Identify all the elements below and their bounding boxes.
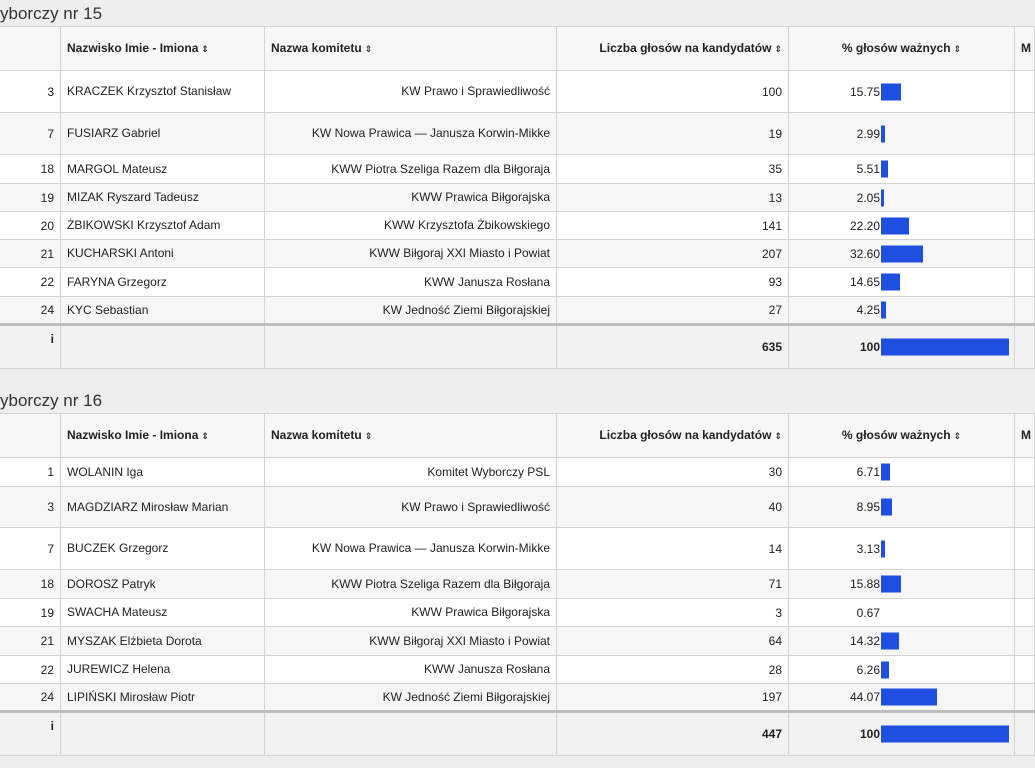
- extra-cell: [1015, 712, 1035, 756]
- committee-name: KWW Piotra Szeliga Razem dla Biłgoraja: [265, 570, 557, 599]
- total-votes: 447: [557, 712, 789, 756]
- total-row: [0, 712, 1035, 756]
- committee-name: KWW Krzysztofa Żbikowskiego: [265, 212, 557, 240]
- candidate-row: [0, 71, 1035, 113]
- extra-cell: [1015, 240, 1035, 268]
- list-number: 18: [0, 155, 61, 184]
- percent-value: 5.51: [856, 162, 880, 176]
- extra-cell: [1015, 297, 1035, 325]
- vote-count: 197: [557, 684, 789, 712]
- vote-count: 207: [557, 240, 789, 268]
- percent-cell: [789, 458, 1015, 487]
- header-percent-label: % głosów ważnych: [841, 40, 951, 55]
- candidate-row: [0, 113, 1035, 155]
- total-row: [0, 325, 1035, 369]
- percent-cell: [789, 184, 1015, 212]
- list-number: 7: [0, 528, 61, 570]
- list-number: 24: [0, 297, 61, 325]
- percent-bar: [881, 189, 884, 206]
- candidate-row: [0, 268, 1035, 297]
- candidate-name: MIZAK Ryszard Tadeusz: [61, 184, 265, 212]
- percent-bar: [881, 464, 890, 481]
- percent-cell: [789, 627, 1015, 656]
- header-committee-label: Nazwa komitetu: [271, 40, 362, 55]
- committee-name: KW Nowa Prawica — Janusza Korwin-Mikke: [265, 113, 557, 155]
- candidate-row: [0, 212, 1035, 240]
- percent-bar: [881, 302, 886, 319]
- vote-count: 100: [557, 71, 789, 113]
- percent-cell: [789, 71, 1015, 113]
- vote-count: 40: [557, 487, 789, 528]
- sort-icon[interactable]: ⇕: [774, 430, 782, 441]
- header-candidate-name[interactable]: [61, 414, 265, 458]
- extra-cell: [1015, 71, 1035, 113]
- candidate-name: KRACZEK Krzysztof Stanisław: [61, 71, 265, 113]
- vote-count: 71: [557, 570, 789, 599]
- percent-value: 3.13: [856, 541, 880, 556]
- total-percent-bar: [881, 339, 1009, 356]
- candidate-row: [0, 627, 1035, 656]
- extra-cell: [1015, 627, 1035, 656]
- list-number: 3: [0, 71, 61, 113]
- candidate-name: FUSIARZ Gabriel: [61, 113, 265, 155]
- candidate-row: [0, 155, 1035, 184]
- header-votes[interactable]: [557, 414, 789, 458]
- header-extra-label: M: [1021, 428, 1031, 442]
- percent-bar: [881, 245, 923, 262]
- list-number: 22: [0, 656, 61, 684]
- percent-value: 22.20: [849, 218, 880, 233]
- extra-cell: [1015, 155, 1035, 184]
- vote-count: 19: [557, 113, 789, 155]
- list-number: 22: [0, 268, 61, 297]
- list-number: 20: [0, 212, 61, 240]
- candidate-name: MYSZAK Elżbieta Dorota: [61, 627, 265, 656]
- district-title: yborczy nr 15: [0, 4, 103, 23]
- total-label: i: [0, 325, 61, 369]
- percent-bar: [881, 661, 889, 678]
- header-committee[interactable]: [265, 27, 557, 71]
- candidate-name: JUREWICZ Helena: [61, 656, 265, 684]
- extra-cell: [1015, 325, 1035, 369]
- percent-value: 6.26: [856, 662, 880, 677]
- total-votes: 635: [557, 325, 789, 369]
- percent-bar: [881, 125, 885, 142]
- percent-cell: [789, 155, 1015, 184]
- header-candidate-name[interactable]: [61, 27, 265, 71]
- header-extra-label: M: [1021, 41, 1031, 55]
- percent-cell: [789, 684, 1015, 712]
- percent-cell: [789, 297, 1015, 325]
- vote-count: 28: [557, 656, 789, 684]
- percent-value: 15.88: [849, 577, 880, 591]
- committee-name: KWW Biłgoraj XXI Miasto i Powiat: [265, 240, 557, 268]
- candidate-name: BUCZEK Grzegorz: [61, 528, 265, 570]
- header-percent[interactable]: [789, 27, 1015, 71]
- list-number: 19: [0, 184, 61, 212]
- header-percent-label: % głosów ważnych: [841, 427, 951, 442]
- candidate-row: [0, 684, 1035, 712]
- extra-cell: [1015, 268, 1035, 297]
- sort-icon[interactable]: ⇕: [364, 43, 373, 54]
- sort-icon[interactable]: ⇕: [201, 43, 209, 54]
- candidate-name: KUCHARSKI Antoni: [61, 240, 265, 268]
- list-number: 19: [0, 599, 61, 627]
- percent-value: 32.60: [849, 246, 880, 261]
- header-row: [0, 414, 1035, 458]
- header-candidate-name-label: Nazwisko Imie - Imiona: [67, 40, 199, 55]
- candidate-name: SWACHA Mateusz: [61, 599, 265, 627]
- percent-cell: [789, 113, 1015, 155]
- extra-cell: [1015, 184, 1035, 212]
- header-candidate-name-label: Nazwisko Imie - Imiona: [67, 427, 199, 442]
- committee-name: KW Nowa Prawica — Janusza Korwin-Mikke: [265, 528, 557, 570]
- percent-bar: [881, 499, 892, 516]
- percent-bar: [881, 576, 901, 593]
- candidate-name: LIPIŃSKI Mirosław Piotr: [61, 684, 265, 712]
- percent-bar: [881, 540, 885, 557]
- list-number: 21: [0, 240, 61, 268]
- committee-name: KWW Janusza Rosłana: [265, 268, 557, 297]
- total-empty-cell: [265, 712, 557, 756]
- percent-cell: [789, 212, 1015, 240]
- committee-name: KWW Janusza Rosłana: [265, 656, 557, 684]
- vote-count: 93: [557, 268, 789, 297]
- candidate-name: ŻBIKOWSKI Krzysztof Adam: [61, 212, 265, 240]
- extra-cell: [1015, 528, 1035, 570]
- percent-bar: [881, 633, 899, 650]
- candidate-row: [0, 599, 1035, 627]
- candidate-row: [0, 458, 1035, 487]
- percent-cell: [789, 570, 1015, 599]
- sort-icon[interactable]: ⇕: [953, 43, 962, 54]
- header-votes-label: Liczba głosów na kandydatów: [599, 427, 772, 442]
- header-committee[interactable]: [265, 414, 557, 458]
- header-committee-label: Nazwa komitetu: [271, 427, 362, 442]
- percent-value: 14.32: [849, 634, 880, 648]
- header-votes-label: Liczba głosów na kandydatów: [599, 40, 772, 55]
- extra-cell: [1015, 570, 1035, 599]
- committee-name: KW Prawo i Sprawiedliwość: [265, 71, 557, 113]
- total-percent-cell: [789, 325, 1015, 369]
- percent-value: 2.99: [856, 126, 880, 141]
- extra-cell: [1015, 487, 1035, 528]
- percent-bar: [881, 274, 900, 291]
- list-number: 7: [0, 113, 61, 155]
- district-title: yborczy nr 16: [0, 391, 103, 410]
- percent-value: 4.25: [856, 303, 880, 317]
- total-label: i: [0, 712, 61, 756]
- committee-name: KW Jedność Ziemi Biłgorajskiej: [265, 684, 557, 712]
- list-number: 1: [0, 458, 61, 487]
- committee-name: KWW Prawica Biłgorajska: [265, 184, 557, 212]
- list-number: 3: [0, 487, 61, 528]
- candidate-row: [0, 240, 1035, 268]
- vote-count: 64: [557, 627, 789, 656]
- header-percent[interactable]: [789, 414, 1015, 458]
- percent-cell: [789, 528, 1015, 570]
- percent-value: 8.95: [856, 500, 880, 514]
- candidate-row: [0, 184, 1035, 212]
- percent-bar: [881, 161, 888, 178]
- results-table: [0, 413, 1035, 756]
- total-percent-bar: [881, 726, 1009, 743]
- extra-cell: [1015, 656, 1035, 684]
- percent-bar: [881, 217, 909, 234]
- committee-name: KWW Piotra Szeliga Razem dla Biłgoraja: [265, 155, 557, 184]
- list-number: 21: [0, 627, 61, 656]
- candidate-name: WOLANIN Iga: [61, 458, 265, 487]
- percent-value: 6.71: [856, 465, 880, 479]
- percent-cell: [789, 268, 1015, 297]
- header-extra[interactable]: [1015, 27, 1035, 71]
- percent-cell: [789, 240, 1015, 268]
- candidate-row: [0, 528, 1035, 570]
- candidate-name: MAGDZIARZ Mirosław Marian: [61, 487, 265, 528]
- committee-name: KWW Biłgoraj XXI Miasto i Powiat: [265, 627, 557, 656]
- committee-name: KW Prawo i Sprawiedliwość: [265, 487, 557, 528]
- percent-cell: [789, 599, 1015, 627]
- extra-cell: [1015, 113, 1035, 155]
- percent-value: 2.05: [856, 190, 880, 205]
- total-empty-cell: [265, 325, 557, 369]
- header-no[interactable]: [0, 414, 61, 458]
- header-votes[interactable]: [557, 27, 789, 71]
- vote-count: 3: [557, 599, 789, 627]
- percent-value: 15.75: [849, 84, 880, 99]
- percent-value: 0.67: [856, 605, 880, 620]
- total-percent-value: 100: [859, 727, 880, 741]
- committee-name: Komitet Wyborczy PSL: [265, 458, 557, 487]
- candidate-name: DOROSZ Patryk: [61, 570, 265, 599]
- candidate-row: [0, 297, 1035, 325]
- extra-cell: [1015, 599, 1035, 627]
- percent-bar: [881, 689, 937, 706]
- total-empty-cell: [61, 712, 265, 756]
- extra-cell: [1015, 458, 1035, 487]
- header-extra[interactable]: [1015, 414, 1035, 458]
- percent-cell: [789, 487, 1015, 528]
- header-row: [0, 27, 1035, 71]
- percent-cell: [789, 656, 1015, 684]
- percent-value: 44.07: [849, 690, 880, 704]
- extra-cell: [1015, 212, 1035, 240]
- total-empty-cell: [61, 325, 265, 369]
- list-number: 18: [0, 570, 61, 599]
- sort-icon[interactable]: ⇕: [201, 430, 209, 441]
- vote-count: 30: [557, 458, 789, 487]
- candidate-row: [0, 570, 1035, 599]
- sort-icon[interactable]: ⇕: [364, 430, 373, 441]
- candidate-name: KYC Sebastian: [61, 297, 265, 325]
- vote-count: 27: [557, 297, 789, 325]
- percent-bar: [881, 83, 901, 100]
- sort-icon[interactable]: ⇕: [774, 43, 782, 54]
- sort-icon[interactable]: ⇕: [953, 430, 962, 441]
- list-number: 24: [0, 684, 61, 712]
- vote-count: 35: [557, 155, 789, 184]
- percent-value: 14.65: [849, 275, 880, 289]
- results-table: [0, 26, 1035, 369]
- vote-count: 14: [557, 528, 789, 570]
- candidate-row: [0, 656, 1035, 684]
- candidate-name: FARYNA Grzegorz: [61, 268, 265, 297]
- candidate-row: [0, 487, 1035, 528]
- header-no[interactable]: [0, 27, 61, 71]
- committee-name: KWW Prawica Biłgorajska: [265, 599, 557, 627]
- vote-count: 141: [557, 212, 789, 240]
- vote-count: 13: [557, 184, 789, 212]
- total-percent-cell: [789, 712, 1015, 756]
- candidate-name: MARGOL Mateusz: [61, 155, 265, 184]
- committee-name: KW Jedność Ziemi Biłgorajskiej: [265, 297, 557, 325]
- total-percent-value: 100: [859, 340, 880, 354]
- extra-cell: [1015, 684, 1035, 712]
